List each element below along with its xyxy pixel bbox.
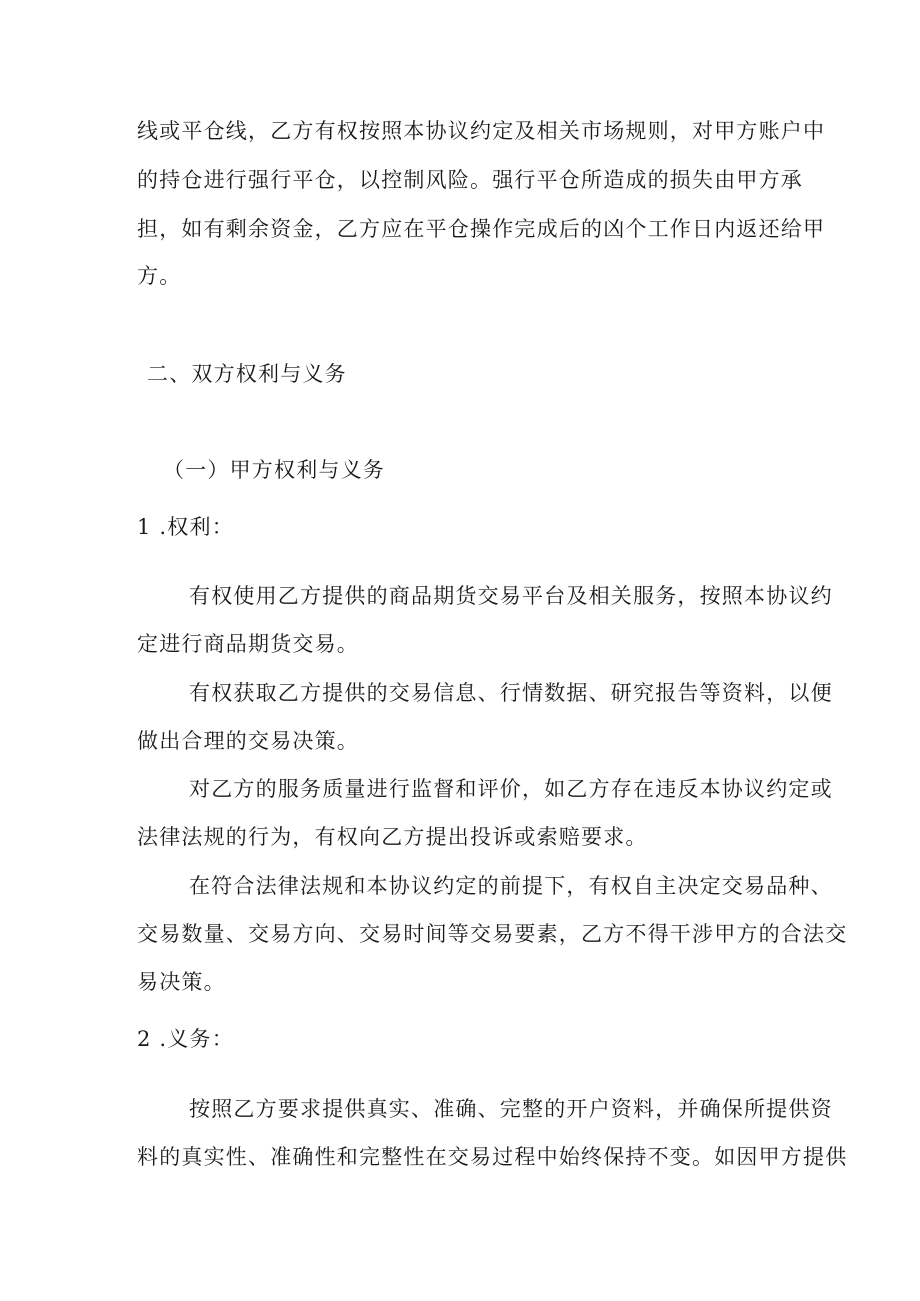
rights-p4-line-1: 在符合法律法规和本协议约定的前提下，有权自主决定交易品种、 [189,874,833,898]
rights-p2-line-1: 有权获取乙方提供的交易信息、行情数据、研究报告等资料，以便 [189,681,833,705]
rights-heading: 1 .权利： [137,515,234,539]
rights-p1-line-2: 定进行商品期货交易。 [137,632,359,656]
obligations-heading: 2 .义务： [137,1027,234,1051]
intro-line-4: 方。 [137,264,182,288]
obligations-p1-line-1: 按照乙方要求提供真实、准确、完整的开户资料，并确保所提供资 [189,1097,833,1121]
rights-p4-line-3: 易决策。 [137,970,226,994]
subsection-heading: （一）甲方权利与义务 [163,458,385,482]
intro-line-2: 的持仓进行强行平仓，以控制风险。强行平仓所造成的损失由甲方承 [137,168,803,192]
rights-p1-line-1: 有权使用乙方提供的商品期货交易平台及相关服务，按照本协议约 [189,584,833,608]
rights-p4-line-2: 交易数量、交易方向、交易时间等交易要素，乙方不得干涉甲方的合法交 [137,922,848,946]
intro-line-1: 线或平仓线，乙方有权按照本协议约定及相关市场规则，对甲方账户中 [137,119,826,143]
obligations-p1-line-2: 料的真实性、准确性和完整性在交易过程中始终保持不变。如因甲方提供 [137,1145,848,1169]
intro-line-3: 担，如有剩余资金，乙方应在平仓操作完成后的凶个工作日内返还给甲 [137,217,826,241]
rights-p3-line-2: 法律法规的行为，有权向乙方提出投诉或索赔要求。 [137,825,648,849]
rights-p2-line-2: 做出合理的交易决策。 [137,729,359,753]
section-heading: 二、双方权利与义务 [147,362,347,386]
rights-p3-line-1: 对乙方的服务质量进行监督和评价，如乙方存在违反本协议约定或 [189,777,833,801]
